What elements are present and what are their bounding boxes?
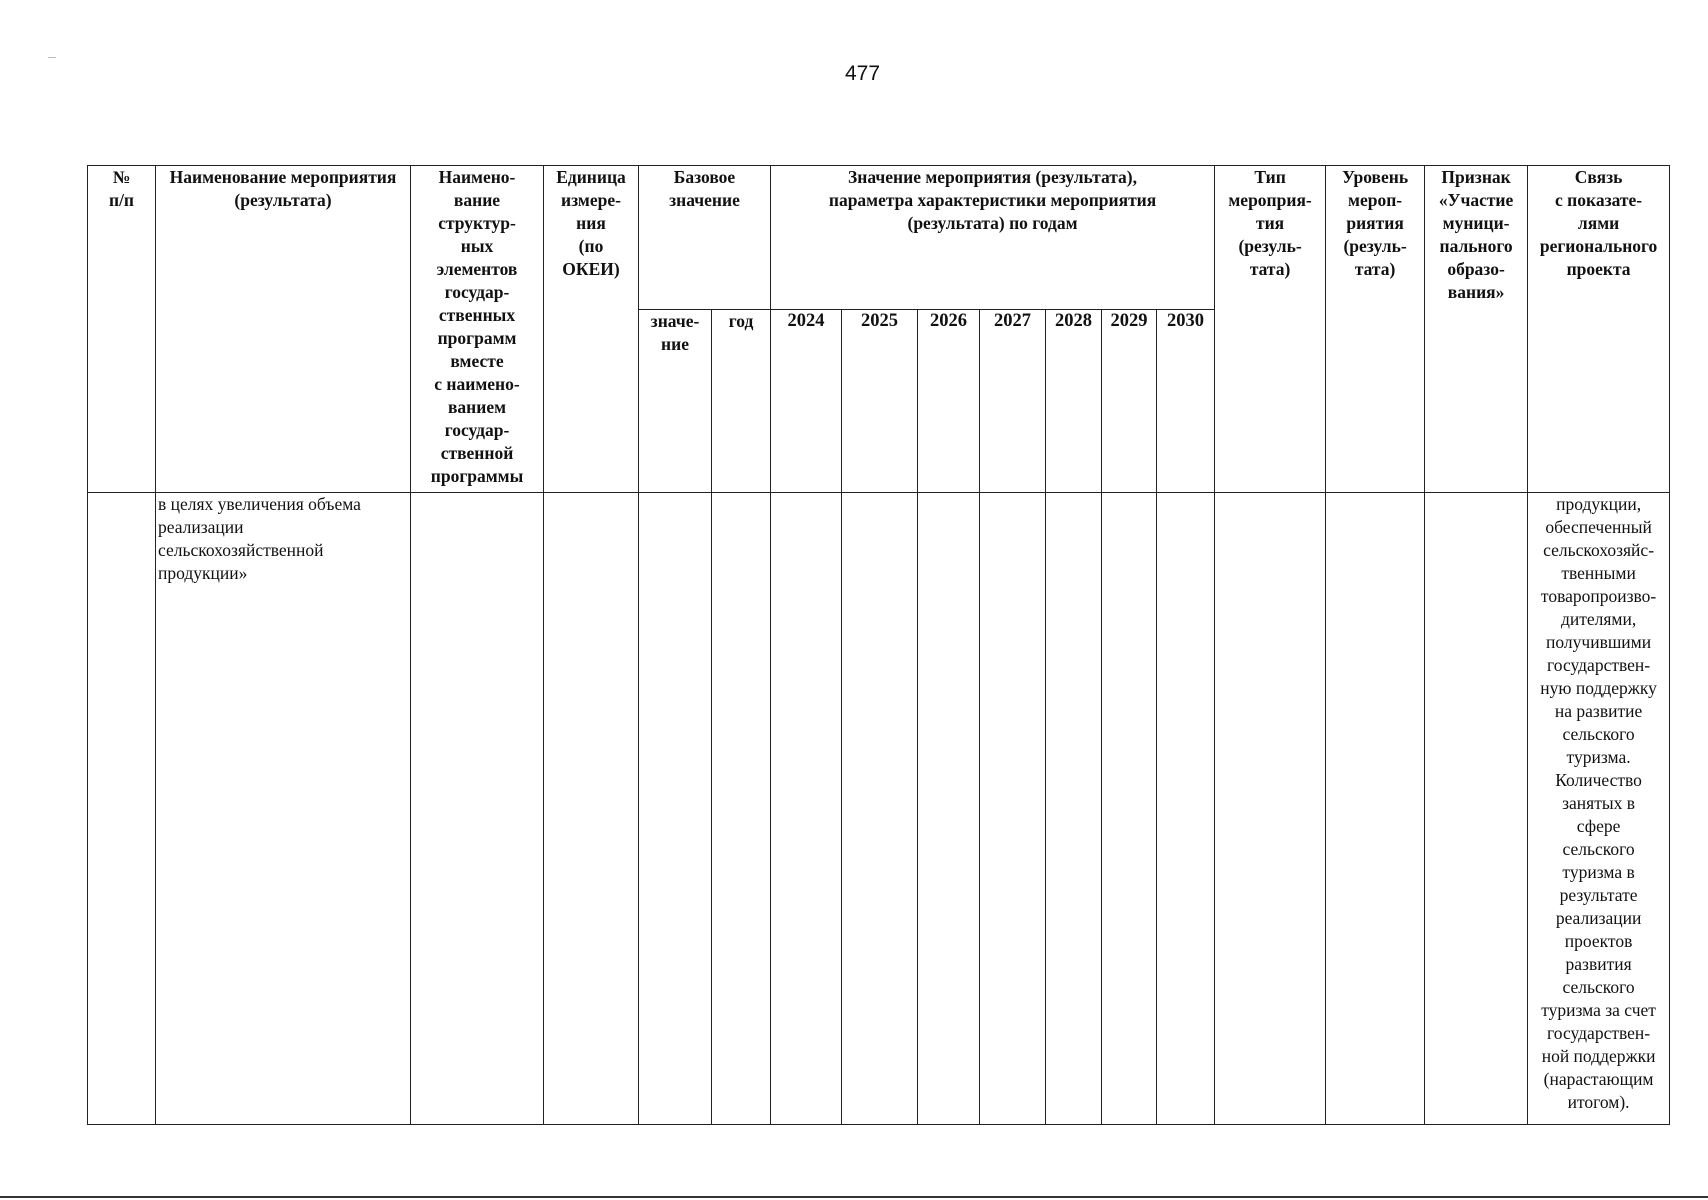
header-values-by-year: Значение мероприятия (результата), параметра характеристики мероприятия (результата) по годам bbox=[771, 166, 1215, 310]
header-level: Уровень мероп- риятия (резуль- тата) bbox=[1326, 166, 1425, 493]
header-base: Базовое значение bbox=[639, 166, 771, 310]
cell-unit bbox=[544, 493, 639, 1125]
cell-structural bbox=[411, 493, 544, 1125]
cell-link: продукции, обеспеченный сельскохозяйс- твенными товаропроизво- дителями, получившими государствен- ную поддержку на развитие сельского туризма. Количество занятых в сфере сельского туризма в результате реализации проектов развития сельского туризма за счет государствен- ной поддержки (нарастающим итогом). bbox=[1528, 493, 1670, 1125]
table-row bbox=[88, 493, 1670, 1125]
header-year-2028: 2028 bbox=[1046, 310, 1102, 493]
cell-2030 bbox=[1157, 493, 1215, 1125]
header-municipal-sign: Признак «Участие муници- пального образо- вания» bbox=[1425, 166, 1528, 493]
cell-municipal-sign bbox=[1425, 493, 1528, 1125]
header-year-2024: 2024 bbox=[771, 310, 842, 493]
cell-num bbox=[88, 493, 156, 1125]
cell-2029 bbox=[1102, 493, 1157, 1125]
cell-2027 bbox=[980, 493, 1046, 1125]
header-year-2025: 2025 bbox=[842, 310, 918, 493]
header-year-2029: 2029 bbox=[1102, 310, 1157, 493]
header-name: Наименование мероприятия (результата) bbox=[156, 166, 411, 493]
header-base-year: год bbox=[712, 310, 771, 493]
header-link: Связь с показате- лями регионального проекта bbox=[1528, 166, 1670, 493]
header-year-2027: 2027 bbox=[980, 310, 1046, 493]
measures-table bbox=[87, 165, 1670, 1125]
header-unit: Единица измере- ния (по ОКЕИ) bbox=[544, 166, 639, 493]
cell-base-value bbox=[639, 493, 712, 1125]
margin-mark bbox=[48, 57, 56, 58]
header-num: № п/п bbox=[88, 166, 156, 493]
page-number: 477 bbox=[844, 62, 881, 85]
header-year-2030: 2030 bbox=[1157, 310, 1215, 493]
header-type: Тип мероприя- тия (резуль- тата) bbox=[1215, 166, 1326, 493]
header-base-value: значе- ние bbox=[639, 310, 712, 493]
header-structural: Наимено- вание структур- ных элементов государ- ственных программ вместе с наимено- ванием государ- ственной программы bbox=[411, 166, 544, 493]
cell-2025 bbox=[842, 493, 918, 1125]
bottom-rule bbox=[0, 1196, 1708, 1198]
cell-name: в целях увеличения объема реализации сельскохозяйственной продукции» bbox=[156, 493, 411, 1125]
cell-2026 bbox=[918, 493, 980, 1125]
header-year-2026: 2026 bbox=[918, 310, 980, 493]
cell-2024 bbox=[771, 493, 842, 1125]
header-row-1 bbox=[88, 166, 1670, 310]
cell-level bbox=[1326, 493, 1425, 1125]
cell-type bbox=[1215, 493, 1326, 1125]
cell-base-year bbox=[712, 493, 771, 1125]
cell-2028 bbox=[1046, 493, 1102, 1125]
